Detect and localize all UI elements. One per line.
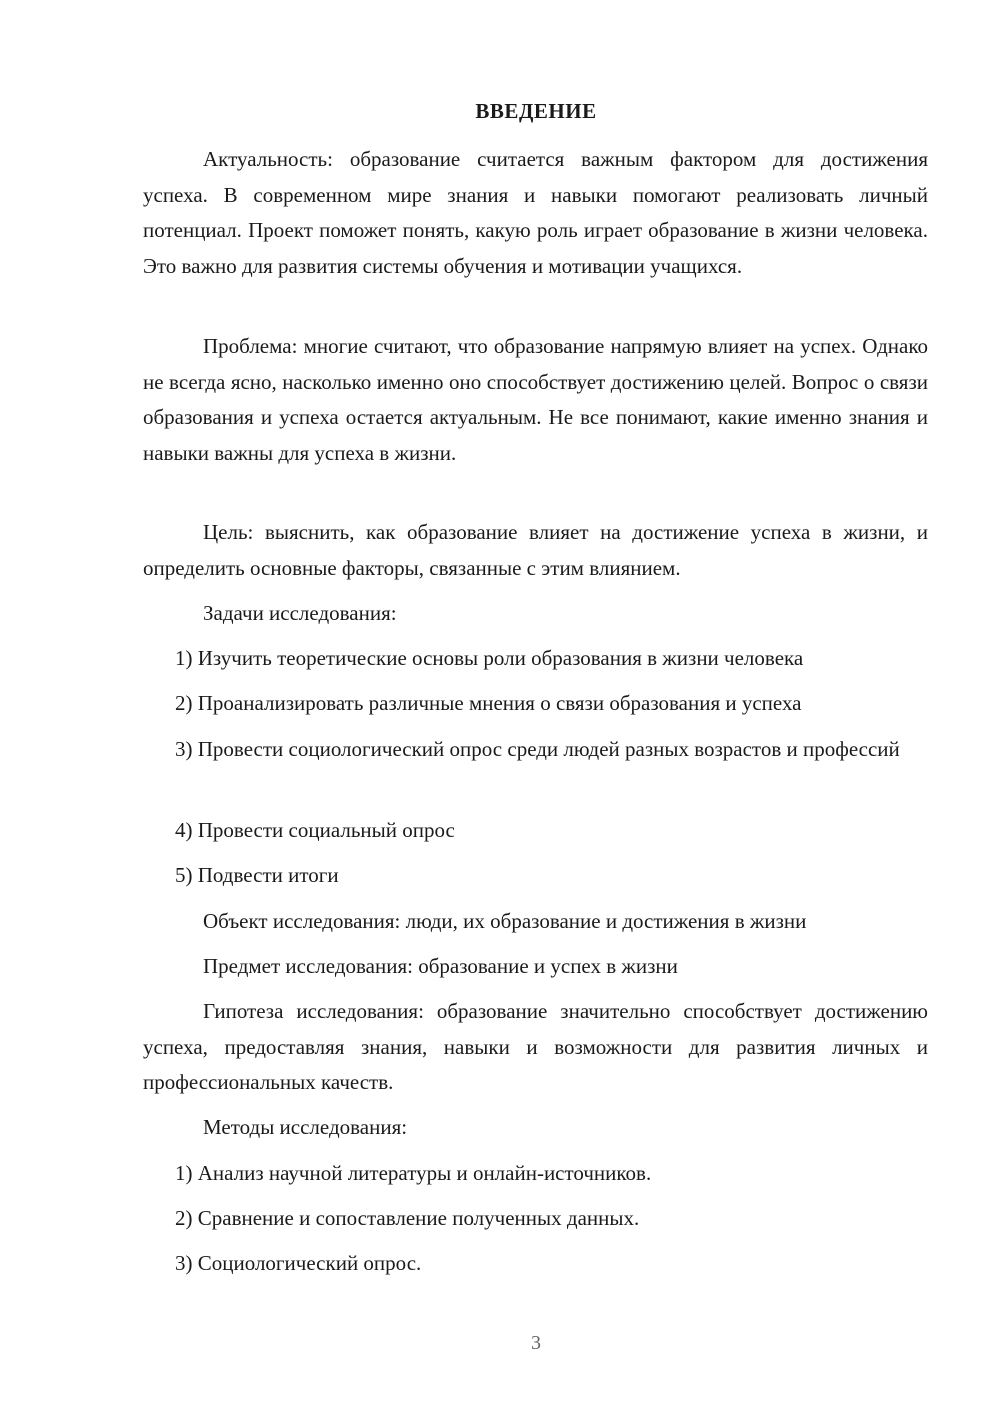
relevance-paragraph: Актуальность: образование считается важным фактором для достижения успеха. В современном мире знания и навыки помогают реализовать личный потенциал. Проект поможет понять, какую роль играет образование в жизни человека. Это важно для развития системы обучения и мотивации учащихся. [143, 147, 928, 278]
problem-paragraph: Проблема: многие считают, что образование напрямую влияет на успех. Однако не всегда ясно, насколько именно оно способствует достижению целей. Вопрос о связи образования и успеха остается актуальным. Не все понимают, какие именно знания и навыки важны для успеха в жизни. [143, 334, 928, 465]
task-item: 5) Подвести итоги [175, 863, 339, 887]
method-item: 3) Социологический опрос. [175, 1251, 422, 1275]
method-item: 1) Анализ научной литературы и онлайн-источников. [175, 1161, 652, 1185]
goal-paragraph: Цель: выяснить, как образование влияет на достижение успеха в жизни, и определить основные факторы, связанные с этим влиянием. [143, 520, 928, 580]
section-title: ВВЕДЕНИЕ [475, 99, 597, 123]
tasks-heading: Задачи исследования: [203, 601, 397, 625]
hypothesis-paragraph: Гипотеза исследования: образование значительно способствует достижению успеха, предоставляя знания, навыки и возможности для развития личных и профессиональных качеств. [143, 999, 928, 1094]
task-item: 2) Проанализировать различные мнения о связи образования и успеха [175, 691, 802, 715]
page-number: 3 [531, 1332, 541, 1354]
task-item: 1) Изучить теоретические основы роли образования в жизни человека [175, 646, 804, 670]
task-item: 3) Провести социологический опрос среди людей разных возрастов и профессий [175, 737, 900, 761]
subject-paragraph: Предмет исследования: образование и успех в жизни [203, 954, 678, 978]
method-item: 2) Сравнение и сопоставление полученных данных. [175, 1206, 640, 1230]
methods-heading: Методы исследования: [203, 1115, 408, 1139]
object-paragraph: Объект исследования: люди, их образование и достижения в жизни [203, 909, 807, 933]
task-item: 4) Провести социальный опрос [175, 818, 455, 842]
